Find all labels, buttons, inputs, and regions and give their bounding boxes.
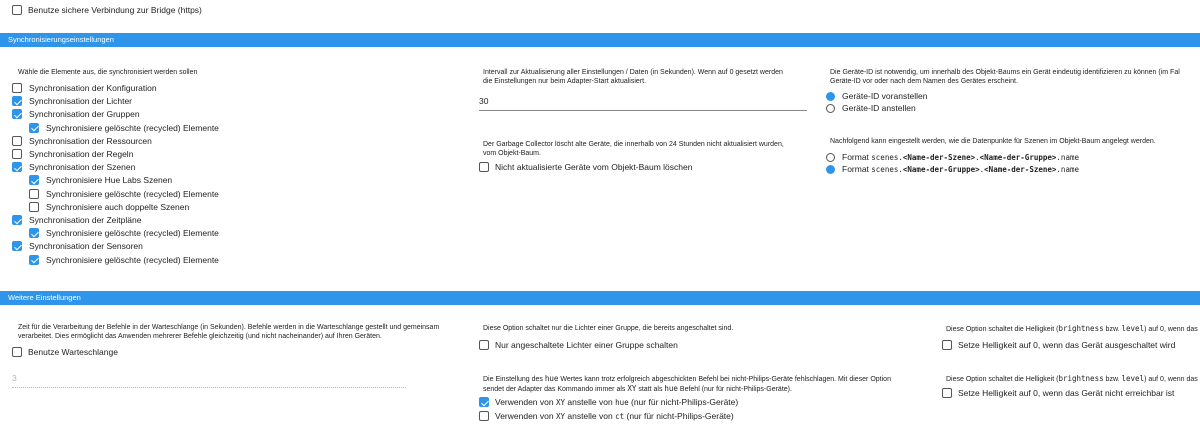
ongroup-checkbox[interactable] <box>479 340 489 350</box>
sync-item-label: Synchronisation der Sensoren <box>29 241 143 252</box>
sync-checkbox[interactable] <box>12 149 22 159</box>
sync-checkbox[interactable] <box>12 162 22 172</box>
sync-item-label: Synchronisiere Hue Labs Szenen <box>46 175 173 186</box>
sync-item-label: Synchronisation der Gruppen <box>29 109 140 120</box>
xy-hue-checkbox[interactable] <box>479 397 489 407</box>
sync-checkbox[interactable] <box>12 241 22 251</box>
sync-item-label: Synchronisiere gelöschte (recycled) Elemente <box>46 228 219 239</box>
sync-item-label: Synchronisation der Zeitpläne <box>29 215 142 225</box>
gc-description: Der Garbage Collector löscht alte Geräte, die innerhalb von 24 Stunden nicht aktualisiert wurden, vom Objekt-Baum. <box>483 141 784 157</box>
sync-item-label: Synchronisiere gelöschte (recycled) Elemente <box>46 254 219 265</box>
deviceid-radio-label: Geräte-ID anstellen <box>842 102 916 113</box>
sync-checkbox[interactable] <box>29 189 39 199</box>
scene-format-label: Format scenes.<Name-der-Szene>.<Name-der-Gruppe>.name <box>842 152 1079 162</box>
interval-input[interactable] <box>479 91 807 111</box>
sync-intro: Wähle die Elemente aus, die synchronisiert werden sollen <box>18 69 198 76</box>
section-header-more: Weitere Einstellungen <box>0 291 1200 305</box>
deviceid-description: Die Geräte-ID ist notwendig, um innerhalb des Objekt-Baums ein Gerät eindeutig identifizieren zu können (im Fal Geräte-ID vor oder nach dem Namen des Gerätes erscheint. <box>830 69 1180 85</box>
sync-checkbox[interactable] <box>12 109 22 119</box>
bri-unreach-description: Diese Option schaltet die Helligkeit (brightness bzw. level) auf 0, wenn das <box>946 374 1198 383</box>
interval-description: Intervall zur Aktualisierung aller Einstellungen / Daten (in Sekunden). Wenn auf 0 gesetzt werden die Einstellungen nur beim Adapter-Start aktualisiert. <box>483 69 783 85</box>
sync-checkbox[interactable] <box>29 255 39 265</box>
scene-format-description: Nachfolgend kann eingestellt werden, wie die Datenpunkte für Szenen im Objekt-Baum angelegt werden. <box>830 138 1156 145</box>
sync-item-label: Synchronisation der Lichter <box>29 96 133 107</box>
sync-checkbox[interactable] <box>29 175 39 185</box>
sync-item-label: Synchronisation der Konfiguration <box>29 83 157 93</box>
scene-format-radio[interactable] <box>826 165 835 174</box>
interval-value: 30 <box>479 96 489 106</box>
bri-unreach-checkbox[interactable] <box>942 388 952 398</box>
sync-item-label: Synchronisiere gelöschte (recycled) Elemente <box>46 122 219 133</box>
bri-unreach-label: Setze Helligkeit auf 0, wenn das Gerät nicht erreichbar ist <box>958 388 1175 398</box>
queue-label: Benutze Warteschlange <box>28 347 118 357</box>
ongroup-label: Nur angeschaltete Lichter einer Gruppe schalten <box>495 340 678 350</box>
sync-checkbox[interactable] <box>12 215 22 225</box>
queue-description: Zeit für die Verarbeitung der Befehle in der Warteschlange (in Sekunden). Befehle werden in die Warteschlange gestellt und gemeinsam verarbeitet. Dies ermöglicht das Anwenden mehrerer Befehle gleichzeitig (und nicht nacheinander) auf Ihren Geräten. <box>18 324 440 340</box>
section-header-sync: Synchronisierungseinstellungen <box>0 33 1200 47</box>
queue-time-value: 3 <box>12 373 17 383</box>
sync-item-label: Synchronisiere gelöschte (recycled) Elemente <box>46 188 219 199</box>
scene-format-radio[interactable] <box>826 153 835 162</box>
sync-item-label: Synchronisation der Szenen <box>29 162 136 173</box>
https-checkbox[interactable] <box>12 5 22 15</box>
gc-label: Nicht aktualisierte Geräte vom Objekt-Baum löschen <box>495 162 693 172</box>
sync-checkbox[interactable] <box>12 96 22 106</box>
scene-format-label: Format scenes.<Name-der-Gruppe>.<Name-der-Szene>.name <box>842 163 1079 174</box>
queue-checkbox[interactable] <box>12 347 22 357</box>
bri-off-description: Diese Option schaltet die Helligkeit (brightness bzw. level) auf 0, wenn das <box>946 324 1198 333</box>
sync-item-label: Synchronisation der Regeln <box>29 149 134 159</box>
deviceid-radio[interactable] <box>826 92 835 101</box>
xy-ct-label: Verwenden von XY anstelle von ct (nur für nicht-Philips-Geräte) <box>495 411 734 421</box>
https-label: Benutze sichere Verbindung zur Bridge (https) <box>28 5 202 15</box>
deviceid-radio-label: Geräte-ID voranstellen <box>842 91 928 101</box>
sync-checkbox[interactable] <box>12 136 22 146</box>
bri-off-checkbox[interactable] <box>942 340 952 350</box>
sync-item-label: Synchronisiere auch doppelte Szenen <box>46 201 190 212</box>
xy-hue-label: Verwenden von XY anstelle von hue (nur für nicht-Philips-Geräte) <box>495 397 739 407</box>
sync-checkbox[interactable] <box>29 202 39 212</box>
sync-checkbox[interactable] <box>29 228 39 238</box>
ongroup-description: Diese Option schaltet nur die Lichter einer Gruppe, die bereits angeschaltet sind. <box>483 325 734 332</box>
sync-checkbox[interactable] <box>12 83 22 93</box>
bri-off-label: Setze Helligkeit auf 0, wenn das Gerät ausgeschaltet wird <box>958 340 1176 350</box>
queue-time-input[interactable] <box>12 368 406 388</box>
gc-checkbox[interactable] <box>479 162 489 172</box>
hue-description: Die Einstellung des hue Wertes kann trotz erfolgreich abgeschickten Befehl bei nicht-Philips-Geräte fehlschlagen. Mit dieser Option sendet der Adapter das Kommando immer als XY statt als hue Befehl (nur für nicht-Philips-Geräte). <box>483 374 891 393</box>
sync-item-label: Synchronisation der Ressourcen <box>29 135 152 146</box>
xy-ct-checkbox[interactable] <box>479 411 489 421</box>
sync-checkbox[interactable] <box>29 123 39 133</box>
deviceid-radio[interactable] <box>826 104 835 113</box>
